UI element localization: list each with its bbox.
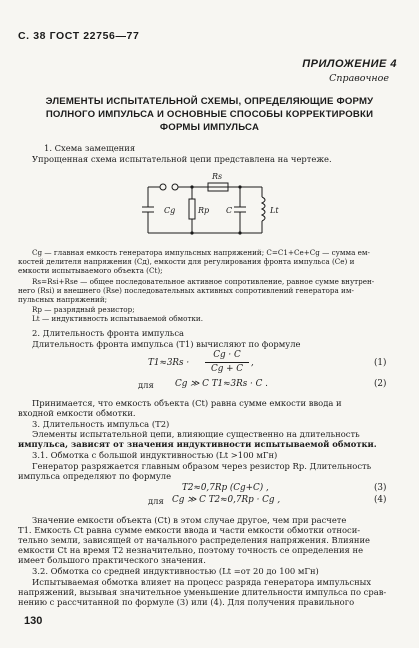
page-number: 130 — [24, 615, 43, 627]
section-3-p3-2: T1. Емкость Ct равна сумме емкости ввода и части емкости обмотки относи- — [18, 525, 361, 535]
formula-4-number: (4) — [374, 495, 387, 505]
formula-1-comma: , — [251, 358, 254, 368]
section-2-heading: 2. Длительность фронта импульса — [32, 328, 185, 338]
section-3-p2-1: Генератор разряжается главным образом через резистор Rp. Длительность — [32, 461, 372, 471]
section-3-p4-3: нению с рассчитанной по формуле (3) или (4). Для получения правильного — [18, 597, 355, 607]
section-3-p1-2: импульса, зависят от значения индуктивности испытываемой обмотки. — [18, 439, 377, 449]
page-header: С. 38 ГОСТ 22756—77 — [18, 30, 140, 42]
formula-3-number: (3) — [374, 483, 387, 493]
subsection-3-1: 3.1. Обмотка с большой индуктивностью (Lt >100 мГн) — [32, 450, 278, 460]
section-3-p4-2: напряжений, вызывая значительное уменьшение длительности импульса по срав- — [18, 587, 387, 597]
section-2-note-1: Принимается, что емкость объекта (Ct) равна сумме емкости ввода и — [32, 398, 342, 408]
formula-1-numerator: Cg · C — [213, 350, 241, 360]
document-title-line-1: ЭЛЕМЕНТЫ ИСПЫТАТЕЛЬНОЙ СХЕМЫ, ОПРЕДЕЛЯЮЩИЕ ФОРМУ — [45, 96, 374, 107]
formula-2-number: (2) — [374, 379, 387, 389]
formula-4: Cg ≫ C T2≈0,7Rp · Cg , — [172, 495, 281, 505]
c-label: C — [226, 206, 233, 215]
legend-line-7: Rp — разрядный резистор; — [32, 305, 135, 314]
subsection-3-2: 3.2. Обмотка со средней индуктивностью (Lt =от 20 до 100 мГн) — [32, 566, 319, 576]
section-1-intro: Упрощенная схема испытательной цепи представлена на чертеже. — [32, 154, 332, 164]
appendix-subtitle: Справочное — [329, 73, 389, 84]
section-3-p1-1: Элементы испытательной цепи, влияющие существенно на длительность — [32, 429, 360, 439]
legend-line-6: пульсных напряжений; — [18, 295, 108, 304]
cg-label: Cg — [164, 206, 176, 215]
formula-2: Cg ≫ C T1≈3Rs · C . — [175, 379, 268, 389]
circuit-diagram — [140, 165, 290, 245]
legend-line-2: костей делителя напряжения (Cд), емкости для регулирования фронта импульса (Cе) и — [18, 257, 355, 266]
section-2-intro: Длительность фронта импульса (T1) вычисляют по формуле — [32, 339, 301, 349]
legend-line-5: него (Rsi) и внешнего (Rse) последовательных активных сопротивлений генератора им- — [18, 286, 354, 295]
formula-2-for: для — [138, 380, 154, 390]
section-3-p3-4: емкости Ct на время T2 незначительно, поэтому точность се определения не — [18, 545, 364, 555]
formula-1-denominator: Cg + C — [210, 364, 244, 374]
section-3-heading: 3. Длительность импульса (T2) — [32, 419, 170, 429]
section-3-p4-1: Испытываемая обмотка влияет на процесс разряда генератора импульсных — [32, 577, 372, 587]
legend-line-4: Rs=Rsi+Rse — общее последовательное активное сопротивление, равное сумме внутрен- — [32, 277, 375, 286]
rs-label: Rs — [212, 172, 223, 181]
section-2-note-2: входной емкости обмотки. — [18, 408, 136, 418]
document-title-line-2: ПОЛНОГО ИМПУЛЬСА И ОСНОВНЫЕ СПОСОБЫ КОРРЕКТИРОВКИ — [45, 109, 374, 120]
formula-1-number: (1) — [374, 358, 387, 368]
appendix-title: ПРИЛОЖЕНИЕ 4 — [302, 58, 397, 70]
fraction-bar — [205, 362, 249, 363]
document-title-line-3: ФОРМЫ ИМПУЛЬСА — [159, 122, 260, 133]
rp-label: Rp — [198, 206, 210, 215]
section-3-p3-1: Значение емкости объекта (Ct) в этом случае другое, чем при расчете — [32, 515, 347, 525]
section-3-p3-3: тельно земли, зависящей от начального распределения напряжения. Влияние — [18, 535, 371, 545]
legend-line-1: Cg — главная емкость генератора импульсных напряжений; C=C1+Ce+Cg — сумма ем- — [32, 248, 370, 257]
section-1-heading: 1. Схема замещения — [44, 143, 136, 153]
formula-4-for: для — [148, 496, 164, 506]
section-3-p3-5: имеет большого практического значения. — [18, 555, 206, 565]
lt-label: Lt — [270, 206, 279, 215]
formula-1-lhs: T1≈3Rs · — [148, 358, 190, 368]
legend-line-3: емкости испытываемого объекта (Ct); — [18, 266, 163, 275]
formula-3: T2≈0,7Rp (Cg+C) , — [182, 483, 269, 493]
section-3-p2-2: импульса определяют по формуле — [18, 471, 172, 481]
legend-line-8: Lt — индуктивность испытываемой обмотки. — [32, 314, 203, 323]
